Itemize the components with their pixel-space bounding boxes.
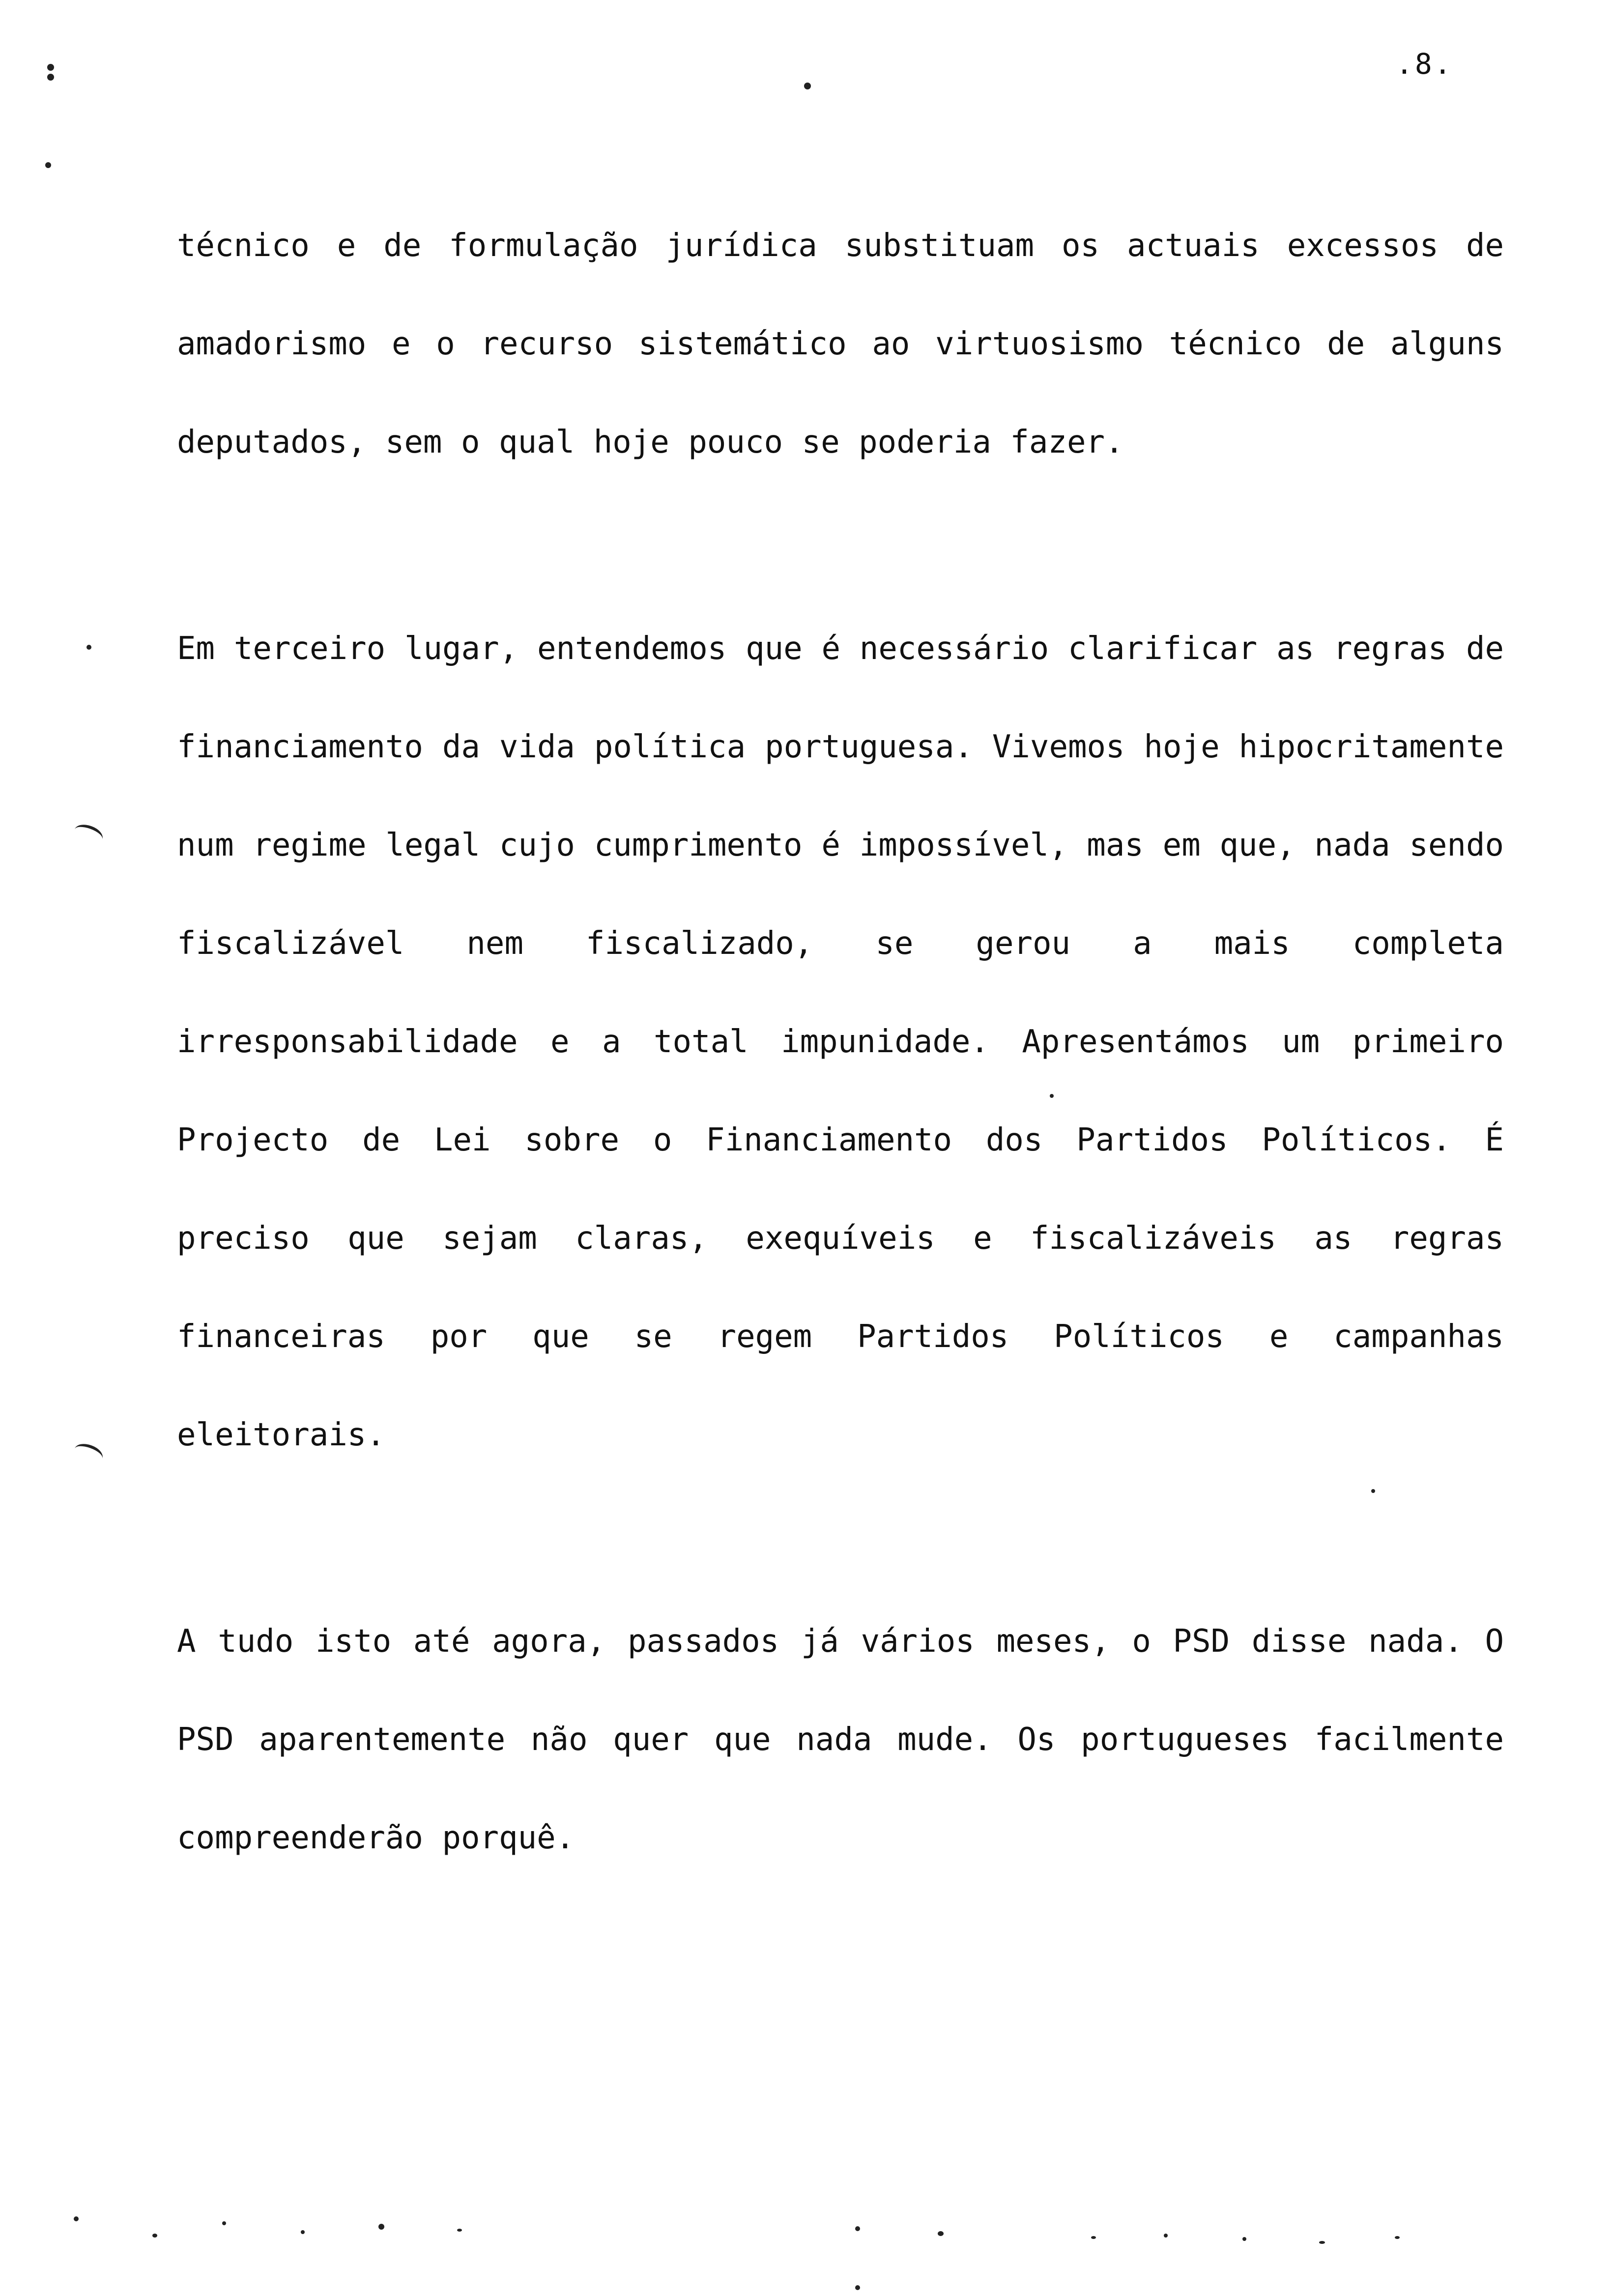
scan-speck: [301, 2230, 305, 2234]
scan-speck: [47, 64, 54, 71]
scan-speck: [45, 162, 51, 168]
scan-speck: [222, 2221, 226, 2225]
scan-speck: [1371, 1489, 1375, 1493]
scan-speck: [47, 74, 54, 81]
paragraph-3: A tudo isto até agora, passados já vários meses, o PSD disse nada. O PSD aparentemente não quer que nada mude. Os portugueses facilmente compreenderão porquê.: [177, 1623, 1504, 1856]
paragraph-2: Em terceiro lugar, entendemos que é necessário clarificar as regras de financiamento da vida política portuguesa. Vivemos hoje hipocritamente num regime legal cujo cumprimento é impossível, mas em que, nada sendo fiscalizável nem fiscalizado, se gerou a mais completa irresponsabilidade e a total impunidade. Apresentámos um primeiro Projecto de Lei sobre o Financiamento dos Partidos Políticos. É preciso que sejam claras, exequíveis e fiscalizáveis as regras financeiras por que se regem Partidos Políticos e campanhas eleitorais.: [177, 631, 1504, 1453]
scan-speck: [855, 2226, 860, 2231]
scan-speck: [1319, 2241, 1325, 2244]
scan-speck: [1091, 2236, 1096, 2239]
margin-mark: [72, 821, 106, 848]
margin-mark: [72, 1440, 106, 1467]
scan-speck: [457, 2229, 462, 2232]
scan-speck: [378, 2224, 384, 2230]
scan-speck: [855, 2285, 860, 2290]
page-number: .8.: [1396, 47, 1453, 81]
scan-speck: [938, 2231, 944, 2236]
scan-speck: [804, 83, 811, 89]
scan-speck: [1395, 2236, 1400, 2239]
paragraph-1: técnico e de formulação jurídica substituam os actuais excessos de amadorismo e o recurso sistemático ao virtuosismo técnico de alguns deputados, sem o qual hoje pouco se poderia fazer.: [177, 228, 1504, 460]
scan-speck: [1164, 2234, 1168, 2238]
scan-speck: [86, 645, 91, 650]
scan-speck: [74, 2216, 79, 2221]
scan-speck: [152, 2234, 157, 2238]
scan-speck: [1050, 1094, 1054, 1098]
scan-speck: [1242, 2237, 1246, 2241]
